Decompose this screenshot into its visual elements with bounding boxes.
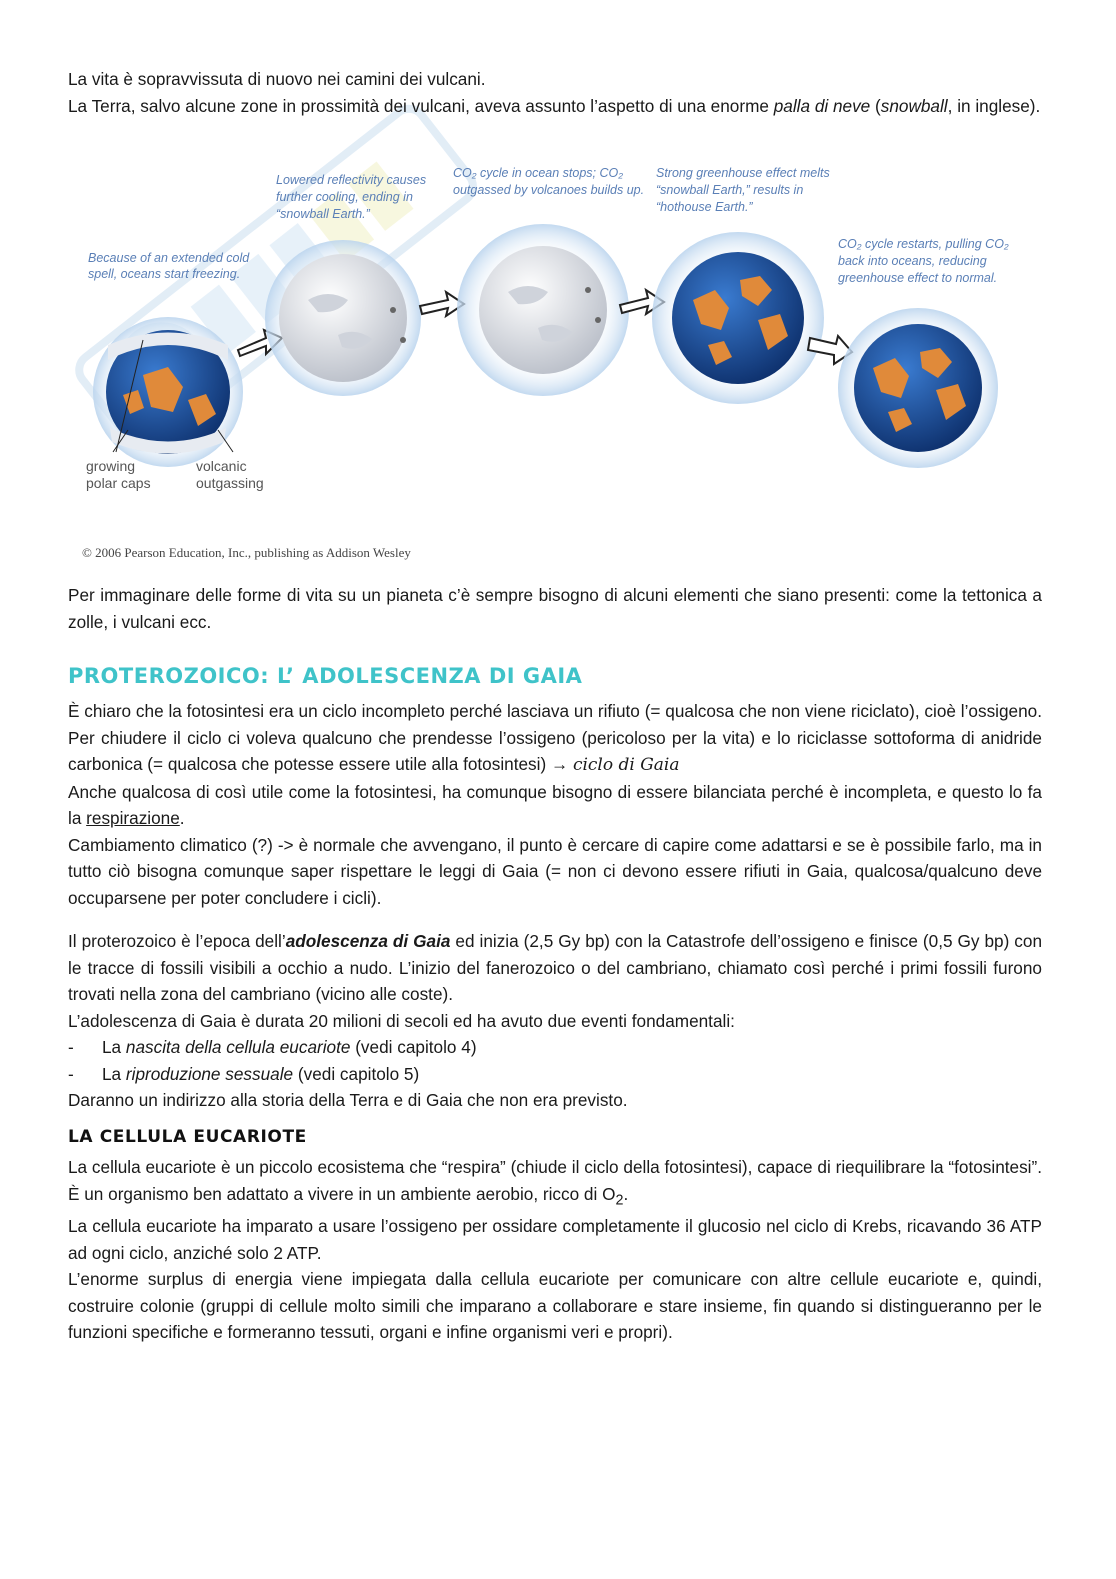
list-bullet: -: [68, 1063, 74, 1084]
eukaryote-text-3: L’enorme surplus di energia viene impiegata dalla cellula eucariote per comunicare con altre cellule eucariote e, quindi, costruire colonie (gruppi di cellule molto simili che imparano a collaborare e stare insieme, fin quando si distingueranno per le funzioni specifiche e formeranno tessuti, organi e infine organismi veri e propri).: [68, 1269, 1042, 1343]
intro-line-1: La vita è sopravvissuta di nuovo nei camini dei vulcani.: [68, 69, 486, 89]
caption-3-line-2: outgassed by volcanoes builds up.: [453, 183, 645, 197]
list-item-text: [102, 1061, 419, 1088]
eukaryote-text-1: [68, 1154, 1042, 1213]
arrow-right-glyph: →: [550, 754, 573, 774]
label-volcanic-line-1: volcanic: [196, 458, 247, 474]
era-text-3: Daranno un indirizzo alla storia della Terra e di Gaia che non era previsto.: [68, 1090, 628, 1110]
label-growing-line-2: polar caps: [86, 475, 151, 491]
figure-copyright: © 2006 Pearson Education, Inc., publishing as Addison Wesley: [82, 545, 411, 560]
era-text-2: L’adolescenza di Gaia è durata 20 milioni di secoli ed ha avuto due eventi fondamentali:: [68, 1010, 735, 1031]
intro-emphasis-snowball-it: palla di neve: [773, 95, 871, 116]
caption-1-line-2: spell, oceans start freezing.: [88, 267, 241, 281]
era-text-1: [68, 928, 1042, 1008]
caption-5-line-3: greenhouse effect to normal.: [838, 271, 998, 285]
list-item: [68, 1034, 1042, 1061]
intro-paragraph: [68, 66, 1042, 119]
list-item-text: [102, 1034, 477, 1061]
eukaryote-text: La cellula eucariote è un piccolo ecosistema che “respira” (chiude il ciclo della fotosintesi), capace di riequilibrare la “fotosintesi”. È un organismo ben adattato a vivere in un ambiente aerobio, ricco di O: [68, 1157, 1042, 1204]
climate-change-text: Cambiamento climatico (?) -> è normale che avvengano, il punto è cercare di capire come adattarsi e se è possibile farlo, ma in tutto ciò bisogna comunque saper rispettare le leggi di Gaia (= non ci devono essere rifiuti in Gaia, qualcosa/qualcuno deve occuparsene per poter concludere i cicli).: [68, 834, 1042, 908]
caption-5-line-2: back into oceans, reducing: [838, 254, 987, 268]
caption-1-line-1: Because of an extended cold: [88, 251, 250, 265]
eukaryote-term: nascita della cellula eucariote: [125, 1037, 351, 1057]
globe-snowball-icon: [265, 240, 421, 396]
intro-emphasis-snowball-en: snowball: [880, 95, 948, 116]
respiration-term: respirazione: [86, 808, 180, 828]
era-text: Il proterozoico è l’epoca dell’: [68, 931, 286, 951]
era-paragraphs: [68, 928, 1042, 1114]
caption-5-line-1: CO₂ cycle restarts, pulling CO₂: [838, 237, 1009, 251]
life-paragraph: [68, 582, 1042, 635]
sexual-reproduction-term: riproduzione sessuale: [125, 1063, 294, 1084]
globe-co2-buildup-icon: [457, 224, 629, 396]
intro-line-2: [68, 93, 1042, 120]
list-text: (vedi capitolo 4): [350, 1037, 477, 1057]
caption-4-line-2: “snowball Earth,” results in: [656, 183, 804, 197]
photosynthesis-text: Anche qualcosa di così utile come la fotosintesi, ha comunque bisogno di essere bilanciata perché è incompleta, e questo lo fa la: [68, 781, 1042, 828]
photosynthesis-text-1: [68, 698, 1042, 779]
globe-hothouse-icon: [652, 232, 824, 404]
intro-text: La Terra, salvo alcune zone in prossimità dei vulcani, aveva assunto l’aspetto di una enorme: [68, 95, 774, 116]
caption-4-line-1: Strong greenhouse effect melts: [656, 166, 830, 180]
intro-text: , in inglese).: [947, 95, 1041, 116]
list-text: (vedi capitolo 5): [293, 1063, 420, 1084]
photosynthesis-text: .: [179, 808, 185, 828]
section-heading-proterozoic: PROTEROZOICO: L’ ADOLESCENZA DI GAIA: [68, 664, 583, 688]
subscript: 2: [615, 1191, 624, 1208]
gaia-adolescence-term: adolescenza di Gaia: [285, 931, 451, 951]
caption-3-line-1: CO₂ cycle in ocean stops; CO₂: [453, 166, 624, 180]
caption-2-line-1: Lowered reflectivity causes: [276, 173, 427, 187]
label-growing-line-1: growing: [86, 458, 136, 474]
caption-2-line-3: “snowball Earth.”: [276, 207, 370, 221]
intro-text: (: [870, 95, 881, 116]
globe-normal-icon: [838, 308, 998, 468]
photosynthesis-text-2: [68, 779, 1042, 832]
photosynthesis-text: È chiaro che la fotosintesi era un ciclo incompleto perché lasciava un rifiuto (= qualcosa che non viene riciclato), cioè l’ossigeno. Per chiudere il ciclo ci voleva qualcuno che prendesse l’ossigeno (pericoloso per la vita) e lo riciclasse sottoforma di anidride carbonica (= qualcosa che potesse essere utile alla fotosintesi): [68, 701, 1042, 774]
caption-4-line-3: “hothouse Earth.”: [656, 200, 753, 214]
list-item: [68, 1061, 1042, 1088]
eukaryote-text-2: La cellula eucariote ha imparato a usare l’ossigeno per ossidare completamente il glucosio nel ciclo di Krebs, ricavando 36 ATP ad ogni ciclo, anziché solo 2 ATP.: [68, 1216, 1042, 1263]
eukaryote-text: .: [623, 1183, 629, 1204]
snowball-earth-figure: [68, 160, 1028, 570]
photosynthesis-paragraphs: [68, 698, 1042, 911]
section-heading-eukaryote: LA CELLULA EUCARIOTE: [68, 1127, 307, 1147]
era-text: ed inizia (2,5 Gy bp) con la Catastrofe dell’ossigeno e finisce (0,5 Gy bp) con le tracce di fossili visibili a occhio a nudo. L’inizio del fanerozoico o del cambriano, chiamato così perché i primi fossili furono trovati nella zona del cambriano (vicino alle coste).: [68, 931, 1042, 1004]
gaia-cycle-term: ciclo di Gaia: [572, 755, 680, 775]
list-bullet: -: [68, 1037, 74, 1057]
eukaryote-paragraphs: [68, 1154, 1042, 1346]
list-text: La: [102, 1037, 126, 1057]
caption-2-line-2: further cooling, ending in: [276, 190, 413, 204]
label-volcanic-line-2: outgassing: [196, 475, 264, 491]
list-text: La: [102, 1063, 126, 1084]
life-text: Per immaginare delle forme di vita su un pianeta c’è sempre bisogno di alcuni elementi che siano presenti: come la tettonica a zolle, i vulcani ecc.: [68, 585, 1042, 632]
globe-freezing-icon: [93, 317, 243, 467]
